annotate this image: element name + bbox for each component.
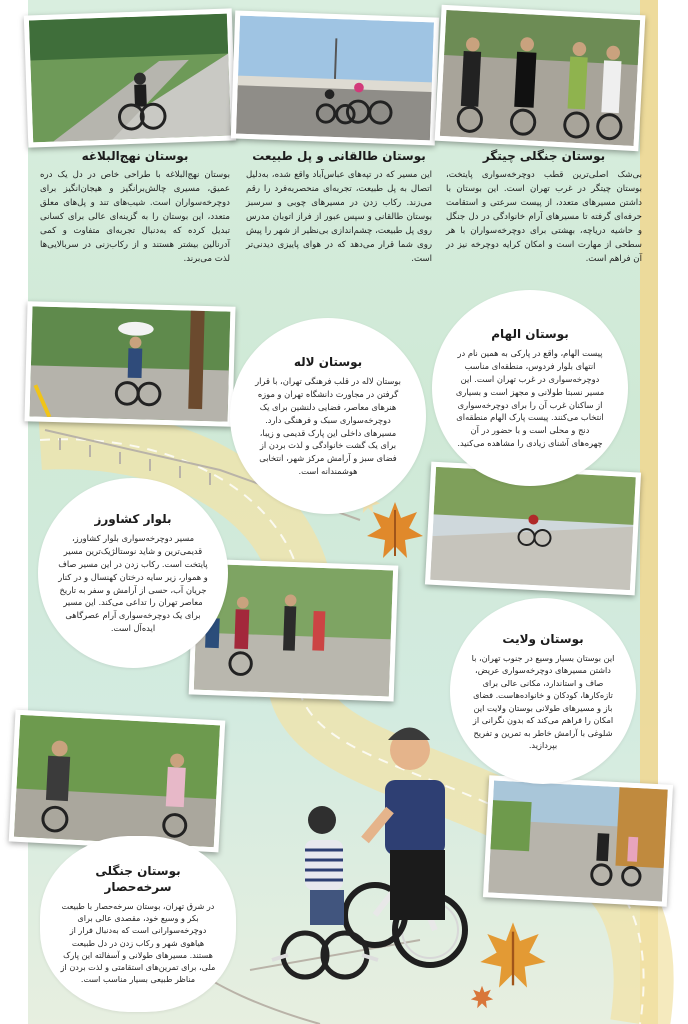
park-title: بوستان لاله — [293, 354, 363, 369]
park-description: بی‌شک اصلی‌ترین قطب دوچرخه‌سواری پایتخت، بوستان چیتگر در غرب تهران است. این بوستان با داشتن مسیرهای متعدد، از پیست سرعتی و استقامت حرفه‌ای گرفته تا مسیرهای آرام خانوادگی در دل جنگل و حاشیه دریاچه، بهشتی برای دوچرخه‌سواران با هر سطحی از مهارت است و امکان کرایه دوچرخه نیز در آن فراهم است. — [446, 170, 642, 264]
park-description: این بوستان بسیار وسیع در جنوب تهران، با داشتن مسیرهای دوچرخه‌سواری عریض، صاف و استاندارد، مکانی عالی برای تازه‌کارها، کودکان و خانواده‌هاست. فضای باز و مسیرهای طولانی بوستان ولایت این امکان را فراهم می‌کند که بدون نگرانی از شلوغی با آرامش خاطر به تمرین و تفریح بپردازید. — [471, 652, 615, 750]
park-title: بوستان جنگلی سرخه‌حصار — [95, 863, 181, 894]
park-description: پیست الهام، واقع در پارکی به همین نام در انتهای بلوار فردوس، منطقه‌ای مناسب دوچرخه‌سواری در غرب تهران است. این مسیر نسبتا طولانی و مجهز است و بسیاری از ساکنان غرب آن را برای دوچرخه‌سواری انتخاب می‌کنند. پیست پارک الهام منطقه‌ای دنج و محلی است و با حضور در آن چهره‌های آشنای زیادی را مشاهده می‌کنید. — [455, 348, 605, 449]
park-title: بوستان ولایت — [502, 631, 584, 646]
photo-velayat — [483, 775, 673, 906]
park-description: این مسیر که در تپه‌های عباس‌آباد واقع شده، به‌دلیل اتصال به پل طبیعت، تجربه‌ای منحصربه‌فرد را رقم می‌زند. رکاب زدن در مسیرهای چوبی و سرسبز بوستان طالقانی و سپس عبور از فراز اتوبان مدرس روی پل طبیعت، چشم‌اندازی بی‌نظیر از شهر را پیش روی شما قرار می‌دهد که در هوای پاییزی دیدنی‌تر است. — [246, 170, 432, 264]
park-description: مسیر دوچرخه‌سواری بلوار کشاورز، قدیمی‌ترین و شاید نوستالژیک‌ترین مسیر پایتخت است. رکاب زدن در این مسیر صاف و هموار، زیر سایه درختان کهنسال و در کنار جریان آب، حسی از آرامش و سفر به تاریخ معاصر تهران را تداعی می‌کند. این مسیر برای یک دوچرخه‌سواری آرام عصرگاهی ایده‌آل است. — [58, 533, 208, 634]
park-title: بلوار کشاورز — [94, 511, 172, 526]
autumn-leaf-icon-2 — [478, 920, 548, 990]
photo-nahj-park — [24, 8, 236, 147]
autumn-leaf-icon-4 — [470, 985, 494, 1009]
park-description: در شرق تهران، بوستان سرخه‌حصار با طبیعت بکر و وسیع خود، مقصدی عالی برای دوچرخه‌سوارانی است که به‌دنبال فرار از هیاهوی شهر و رکاب زدن در دل طبیعت هستند. مسیرهای طولانی و آسفالته این پارک ملی، برای تمرین‌های استقامتی و لذت بردن از مناظر طبیعی بسیار مناسب است. — [60, 901, 216, 985]
park-title: بوستان طالقانی و پل طبیعت — [252, 149, 426, 163]
photo-elham — [24, 301, 235, 426]
cyclists-illustration — [260, 720, 500, 980]
park-description: بوستان لاله در قلب فرهنگی تهران، با قرار گرفتن در مجاورت دانشگاه تهران و موزه هنرهای معاصر، فضایی دلنشین برای یک دوچرخه‌سواری سبک و فرهنگی دارد. مسیرهای داخلی این پارک قدیمی و زیبا، برای یک گشت خانوادگی و لذت بردن از فضای سبز و آرامش مرکز شهر، انتخابی هوشمندانه است. — [255, 376, 401, 477]
park-title: بوستان جنگلی چیتگر — [482, 149, 606, 163]
park-card-sorkhe-hesar — [40, 836, 236, 1012]
park-card-taleghani — [246, 148, 432, 267]
photo-chitgar — [435, 5, 646, 151]
park-card-laleh — [230, 318, 426, 514]
park-card-chitgar — [446, 148, 642, 267]
park-title: بوستان الهام — [491, 326, 569, 341]
photo-nature-bridge — [231, 10, 439, 145]
park-description: بوستان نهج‌البلاغه با طراحی خاص در دل یک دره عمیق، مسیری چالش‌برانگیز و هیجان‌انگیز برای دوچرخه‌سواران است. شیب‌های تند و پل‌های معلق متعدد، این بوستان را به گزینه‌ای عالی برای کسانی تبدیل کرده که به‌دنبال تجربه‌ای متفاوت و کمی آدرنالین بیشتر هستند و از رکاب‌زنی در سربالایی‌ها لذت می‌برند. — [40, 170, 230, 264]
park-card-elham — [432, 290, 628, 486]
park-card-nahj — [40, 148, 230, 267]
park-card-keshavarz — [38, 478, 228, 668]
park-card-velayat — [450, 598, 636, 784]
park-title: بوستان نهج‌البلاغه — [81, 149, 189, 163]
photo-sorkhe-hesar — [9, 710, 226, 853]
